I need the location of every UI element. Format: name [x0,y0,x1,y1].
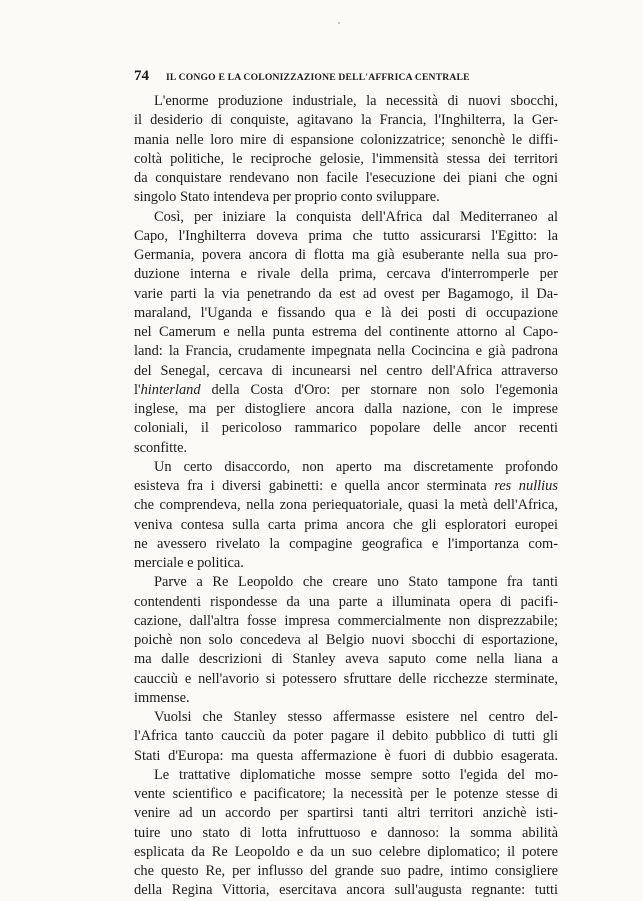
text-line: land: la Francia, crudamente impegnata nella Cocincina e già padrona [134,343,558,360]
running-title: IL CONGO E LA COLONIZZAZIONE DELL'AFFRICA CENTRALE [166,72,470,83]
text-line: varie parti la via penetrando da est ad ovest per Bagamogo, il Da- [134,285,558,302]
text-line: duzione interna e rivale della prima, cercava d'interromperle per [134,266,558,283]
text-line: del Senegal, cercava di incunearsi nel centro dell'Africa attraverso [134,362,558,379]
text-line: singolo Stato intendeva per proprio conto sviluppare. [134,189,440,206]
text-line: che comprendeva, nella zona periequatoriale, quasi la metà dell'Africa, [134,497,558,514]
text-line: l'Africa tanto caucciù da poter pagare il debito pubblico di tutti gli [134,728,558,745]
text-run: della Costa d'Oro: per stornare non solo l'egemonia [200,381,558,398]
page-number: 74 [134,68,149,84]
text-line [134,381,558,400]
text-line: ne avessero rivelato la compagine geografica e l'importanza com- [134,535,558,552]
text-line: maraland, l'Uganda e fissando qua e là dei posti di occupazione [134,304,558,321]
body-text [134,92,558,901]
text-line: il desiderio di conquiste, agitavano la Francia, l'Inghilterra, la Ger- [134,112,558,129]
text-run: esisteva fra i diversi gabinetti: e quella ancor sterminata [134,478,495,494]
text-line: cazione, dall'altra fosse impresa commercialmente non disprezzabile; [134,612,558,629]
text-line: vente scientifico e pacificatore; la necessità per le potenze stesse di [134,786,558,802]
text-line: da conquistare rendevano non facile l'esecuzione dei piani che ogni [134,170,558,186]
text-line: Vuolsi che Stanley stesso affermasse esistere nel centro del- [154,709,558,725]
text-line: coloniali, il pericoloso rammarico popolare delle ancor recenti [134,420,558,437]
text-line [134,458,558,477]
text-line: coltà politiche, le reciproche gelosie, l'immensità stessa dei territori [134,150,558,167]
text-line: venire ad un accordo per spartirsi tanti altri territori anzichè isti- [134,805,558,822]
text-line: poichè non solo concedeva al Belgio nuovi sbocchi di esportazione, [134,632,558,648]
text-line: caucciù e nell'avorio si potessero sfruttare delle ricchezze sterminate, [134,670,558,687]
text-line: immense. [134,689,190,706]
scan-speck [338,22,340,24]
text-line: ma dalle descrizioni di Stanley aveva saputo come nella liana a [134,651,558,668]
text-line: esplicata da Re Leopoldo e da un suo celebre diplomatico; il potere [134,843,558,860]
text-line: merciale e politica. [134,555,244,571]
text-line: Così, per iniziare la conquista dell'Africa dal Mediterraneo al [154,208,558,225]
text-line [134,477,558,496]
text-run: l' [134,381,141,398]
text-line: inglese, ma per distogliere ancora dalla nazione, con le imprese [134,401,558,417]
italic-term: res nullius [494,478,558,494]
text-line: Parve a Re Leopoldo che creare uno Stato tampone fra tanti [154,574,558,591]
text-line: Capo, l'Inghilterra doveva prima che tutto assicurarsi l'Egitto: la [134,227,558,244]
text-line: sconfitte. [134,439,188,456]
page-header [134,68,558,85]
text-line: Le trattative diplomatiche mosse sempre sotto l'egida del mo- [154,766,558,783]
text-line: mania nelle loro mire di espansione colonizzatrice; senonchè le diffi- [134,131,558,148]
text-line: Stati d'Europa: ma questa affermazione è fuori di dubbio esagerata. [134,747,558,764]
text-line: nel Camerum e nella punta estrema del continente attorno al Capo- [134,324,558,340]
text-line: contendenti rispondesse da una parte a illuminata opera di pacifi- [134,593,558,610]
text-line: Germania, povera ancora di flotta ma già esuberante nella sua pro- [134,247,558,263]
italic-term: hinterland [140,381,201,398]
text-run: Un certo disaccordo, non aperto ma discretamente profondo [154,458,558,475]
text-line: che questo Re, per influsso del grande suo padre, intimo consigliere [134,863,558,879]
text-line: L'enorme produzione industriale, la necessità di nuovi sbocchi, [154,93,558,109]
text-line: tuire uno stato di lotta infruttuoso e dannoso: la somma abilità [134,824,558,841]
text-line: veniva contesa sulla carta prima ancora che gli esploratori europei [134,516,558,533]
text-line: della Regina Vittoria, esercitava ancora sull'augusta regnante: tutti [134,882,558,899]
